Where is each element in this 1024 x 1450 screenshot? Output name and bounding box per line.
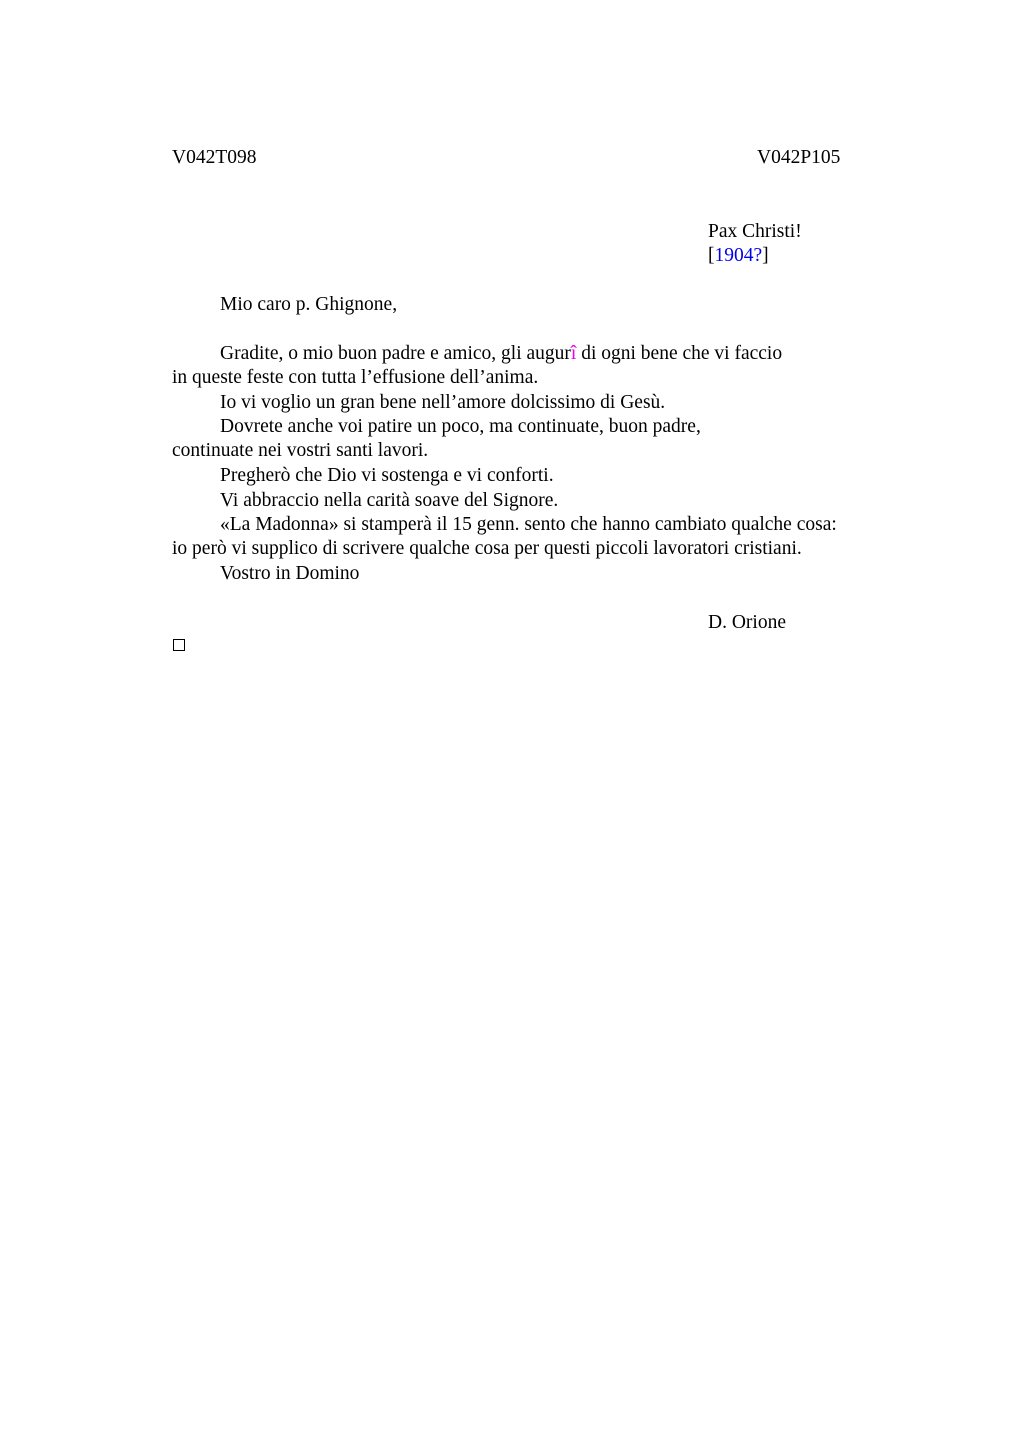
motto: Pax Christi! bbox=[708, 221, 802, 242]
document-code-left: V042T098 bbox=[172, 147, 257, 168]
paragraph-3-line-1: Dovrete anche voi patire un poco, ma continuate, buon padre, bbox=[220, 416, 701, 437]
paragraph-4: Pregherò che Dio vi sostenga e vi conforti. bbox=[220, 465, 554, 486]
greeting: Mio caro p. Ghignone, bbox=[220, 294, 398, 315]
date-bracket-close: ] bbox=[762, 245, 769, 266]
date-bracket-open: [ bbox=[708, 245, 715, 266]
date-value: 1904? bbox=[714, 245, 763, 266]
paragraph-6-line-2: io però vi supplico di scrivere qualche cosa per questi piccoli lavoratori cristiani. bbox=[172, 538, 802, 559]
end-marker-box bbox=[173, 639, 185, 651]
document-code-right: V042P105 bbox=[757, 147, 841, 168]
paragraph-3-line-2: continuate nei vostri santi lavori. bbox=[172, 440, 429, 461]
signature: D. Orione bbox=[708, 612, 786, 633]
accent-mark: î bbox=[570, 343, 577, 364]
paragraph-2: Io vi voglio un gran bene nell’amore dolcissimo di Gesù. bbox=[220, 392, 666, 413]
paragraph-1-line-1: Gradite, o mio buon padre e amico, gli augurî di ogni bene che vi faccio bbox=[220, 343, 783, 364]
closing: Vostro in Domino bbox=[220, 563, 360, 584]
paragraph-5: Vi abbraccio nella carità soave del Signore. bbox=[220, 490, 559, 511]
letter-date bbox=[708, 244, 769, 268]
paragraph-6-line-1: «La Madonna» si stamperà il 15 genn. sento che hanno cambiato qualche cosa: bbox=[220, 514, 837, 535]
paragraph-1-line-2: in queste feste con tutta l’effusione dell’anima. bbox=[172, 367, 539, 388]
